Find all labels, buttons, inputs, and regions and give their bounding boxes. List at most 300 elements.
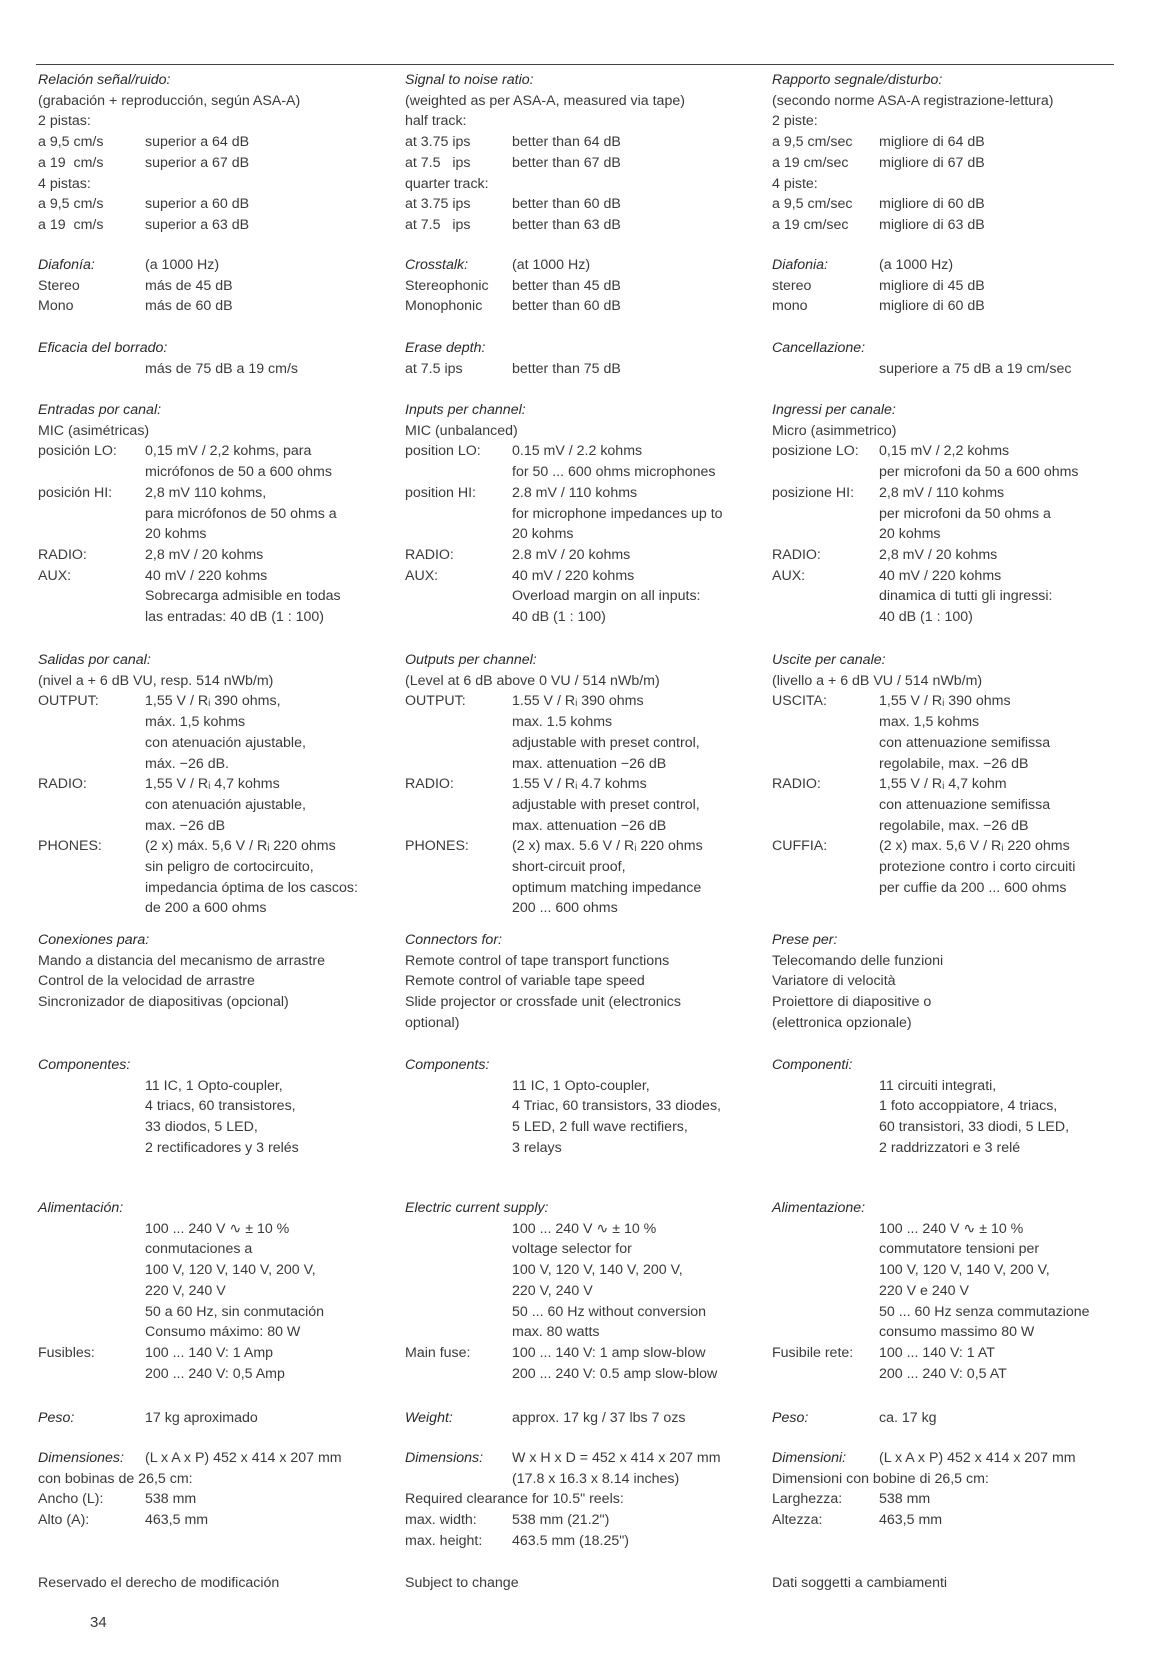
spec-row xyxy=(772,1322,1122,1343)
spec-value: max. 1.5 kohms xyxy=(512,714,613,731)
spec-label: a 9,5 cm/s xyxy=(38,196,104,213)
spec-value: 100 ... 140 V: 1 Amp xyxy=(145,1344,274,1361)
spec-row xyxy=(38,524,388,545)
spec-label xyxy=(405,504,512,525)
section-title: Cancellazione: xyxy=(772,340,866,356)
spec-value: sin peligro de cortocircuito, xyxy=(145,859,314,876)
spec-section xyxy=(772,255,1122,317)
spec-label: Larghezza: xyxy=(772,1491,843,1508)
spec-label: OUTPUT: xyxy=(405,693,466,710)
spec-label: RADIO: xyxy=(405,776,454,793)
spec-row xyxy=(405,215,755,236)
spec-label: posición LO: xyxy=(38,443,117,460)
spec-value: 538 mm xyxy=(145,1491,197,1508)
section-title: Componentes: xyxy=(38,1057,131,1073)
spec-value: 20 kohms xyxy=(879,526,941,543)
spec-label xyxy=(405,1239,512,1260)
spec-value: superior a 64 dB xyxy=(145,134,250,151)
spec-label xyxy=(38,462,145,483)
spec-value: 220 V, 240 V xyxy=(512,1282,593,1299)
spec-row xyxy=(772,691,1122,712)
spec-label xyxy=(772,1260,879,1281)
spec-label xyxy=(772,462,879,483)
spec-label xyxy=(405,1076,512,1097)
spec-label xyxy=(38,586,145,607)
spec-value: dinamica di tutti gli ingressi: xyxy=(879,588,1053,605)
spec-row xyxy=(38,1322,388,1343)
spec-label: Stereo xyxy=(38,277,80,294)
spec-row xyxy=(772,545,1122,566)
section-title: Inputs per channel: xyxy=(405,402,526,418)
spec-row xyxy=(772,462,1122,483)
spec-value: 0.15 mV / 2.2 kohms xyxy=(512,443,643,460)
spec-value: protezione contro i corto circuiti xyxy=(879,859,1076,876)
spec-line: Proiettore di diapositive o xyxy=(772,994,932,1011)
section-title: Peso: xyxy=(38,1410,75,1426)
spec-row xyxy=(38,586,388,607)
spec-value: 0,15 mV / 2,2 kohms, para xyxy=(145,443,312,460)
spec-value: 20 kohms xyxy=(145,526,207,543)
spec-row xyxy=(772,1219,1122,1240)
spec-row xyxy=(38,691,388,712)
spec-row xyxy=(405,712,755,733)
spec-row xyxy=(38,836,388,857)
section-title: Weight: xyxy=(405,1410,453,1426)
spec-row xyxy=(405,1364,755,1385)
spec-value: superior a 67 dB xyxy=(145,154,250,171)
spec-value: 40 dB (1 : 100) xyxy=(512,609,606,626)
spec-label xyxy=(772,1219,879,1240)
spec-row xyxy=(38,504,388,525)
spec-label xyxy=(405,1096,512,1117)
spec-row xyxy=(38,91,388,112)
spec-value: conmutaciones a xyxy=(145,1241,253,1258)
spec-label xyxy=(38,712,145,733)
spec-value: optimum matching impedance xyxy=(512,879,702,896)
spec-value: 40 mV / 220 kohms xyxy=(879,567,1002,584)
spec-label xyxy=(772,878,879,899)
section-heading-row xyxy=(772,1198,1122,1219)
spec-label xyxy=(38,857,145,878)
section-heading-row xyxy=(772,338,1122,359)
spec-value: 1,55 V / Rᵢ 4,7 kohms xyxy=(145,776,280,793)
spec-label: AUX: xyxy=(405,567,439,584)
spec-row xyxy=(405,1343,755,1364)
spec-label xyxy=(772,1322,879,1343)
section-title-value: ca. 17 kg xyxy=(879,1410,937,1426)
spec-value: 100 ... 240 V ∿ ± 10 % xyxy=(879,1220,1024,1237)
spec-row xyxy=(772,524,1122,545)
section-heading-row xyxy=(772,650,1122,671)
spec-row xyxy=(38,816,388,837)
spec-row xyxy=(405,774,755,795)
spec-value: 200 ... 600 ohms xyxy=(512,900,618,917)
spec-row xyxy=(772,1489,1122,1510)
spec-row xyxy=(772,878,1122,899)
section-title: Peso: xyxy=(772,1410,809,1426)
section-heading-row xyxy=(38,70,388,91)
spec-row xyxy=(38,1239,388,1260)
spec-line: Micro (asimmetrico) xyxy=(772,422,897,439)
spec-value: micrófonos de 50 a 600 ohms xyxy=(145,464,332,481)
spec-row xyxy=(38,774,388,795)
spec-label xyxy=(38,524,145,545)
spec-row xyxy=(772,1260,1122,1281)
spec-value: 220 V, 240 V xyxy=(145,1282,226,1299)
spec-section xyxy=(38,338,388,379)
spec-label: Monophonic xyxy=(405,298,483,315)
spec-row xyxy=(772,1343,1122,1364)
spec-section xyxy=(405,1055,755,1159)
spec-label xyxy=(772,1302,879,1323)
spec-row xyxy=(405,754,755,775)
spec-section xyxy=(38,1055,388,1159)
spec-value: regolabile, max. −26 dB xyxy=(879,755,1029,772)
spec-row xyxy=(405,545,755,566)
spec-value: las entradas: 40 dB (1 : 100) xyxy=(145,609,325,626)
spec-row xyxy=(772,586,1122,607)
spec-label: a 9,5 cm/sec xyxy=(772,196,853,213)
spec-row xyxy=(772,1013,1122,1034)
spec-row xyxy=(772,296,1122,317)
spec-label xyxy=(772,712,879,733)
spec-value: 11 circuiti integrati, xyxy=(879,1077,997,1094)
spec-label: PHONES: xyxy=(38,838,102,855)
spec-row xyxy=(772,566,1122,587)
footer-note-spanish: Reservado el derecho de modificación xyxy=(38,1575,280,1591)
spec-label: RADIO: xyxy=(38,546,87,563)
spec-value: con atenuación ajustable, xyxy=(145,734,306,751)
spec-row xyxy=(772,795,1122,816)
spec-row xyxy=(38,1489,388,1510)
spec-value: max. 1,5 kohms xyxy=(879,714,980,731)
spec-label xyxy=(405,1302,512,1323)
spec-label xyxy=(405,733,512,754)
spec-label: a 19 cm/s xyxy=(38,154,104,171)
spec-value: Sobrecarga admisible en todas xyxy=(145,588,341,605)
spec-value: Consumo máximo: 80 W xyxy=(145,1324,301,1341)
section-title-value: (a 1000 Hz) xyxy=(145,257,220,273)
section-title: Alimentación: xyxy=(38,1200,124,1216)
spec-value: better than 64 dB xyxy=(512,134,621,151)
spec-value: 100 V, 120 V, 140 V, 200 V, xyxy=(145,1262,316,1279)
spec-value: máx. 1,5 kohms xyxy=(145,714,246,731)
spec-label xyxy=(38,1364,145,1385)
spec-row xyxy=(38,1343,388,1364)
spec-row xyxy=(772,421,1122,442)
spec-label xyxy=(405,1281,512,1302)
spec-line: Control de la velocidad de arrastre xyxy=(38,973,255,990)
spec-row xyxy=(405,1013,755,1034)
spec-row xyxy=(38,971,388,992)
spec-value: voltage selector for xyxy=(512,1241,632,1258)
spec-row xyxy=(405,1239,755,1260)
spec-label xyxy=(38,1138,145,1159)
section-title: Componenti: xyxy=(772,1057,853,1073)
spec-label xyxy=(772,359,879,380)
spec-row xyxy=(405,607,755,628)
spec-row xyxy=(405,971,755,992)
spec-section xyxy=(405,650,755,919)
spec-label xyxy=(772,524,879,545)
section-title: Dimensioni: xyxy=(772,1450,847,1466)
section-title-value: 17 kg aproximado xyxy=(145,1410,258,1426)
spec-value: max. attenuation −26 dB xyxy=(512,755,667,772)
spec-row xyxy=(405,1281,755,1302)
spec-row xyxy=(38,1138,388,1159)
spec-row xyxy=(38,1117,388,1138)
spec-value: con attenuazione semifissa xyxy=(879,734,1051,751)
spec-row xyxy=(38,276,388,297)
spec-row xyxy=(772,607,1122,628)
section-heading-row xyxy=(405,1448,755,1469)
spec-row xyxy=(38,111,388,132)
spec-label xyxy=(405,1469,512,1490)
section-title: Components: xyxy=(405,1057,490,1073)
section-heading-row xyxy=(38,1408,388,1429)
section-heading-row xyxy=(405,400,755,421)
spec-value: 463,5 mm xyxy=(145,1512,209,1529)
spec-label: Main fuse: xyxy=(405,1344,471,1361)
section-title-value: approx. 17 kg / 37 lbs 7 ozs xyxy=(512,1410,686,1426)
spec-row xyxy=(38,607,388,628)
section-title: Relación señal/ruido: xyxy=(38,72,171,88)
spec-label xyxy=(38,1239,145,1260)
section-title: Alimentazione: xyxy=(772,1200,866,1216)
spec-label xyxy=(772,1138,879,1159)
spec-label xyxy=(772,1096,879,1117)
spec-row xyxy=(405,1219,755,1240)
spec-label xyxy=(772,857,879,878)
section-heading-row xyxy=(38,400,388,421)
spec-line: (elettronica opzionale) xyxy=(772,1014,912,1031)
spec-row xyxy=(38,754,388,775)
spec-section xyxy=(38,650,388,919)
spec-section xyxy=(38,1408,388,1429)
spec-label: RADIO: xyxy=(405,546,454,563)
spec-label xyxy=(405,898,512,919)
spec-row xyxy=(772,276,1122,297)
section-title: Ingressi per canale: xyxy=(772,402,896,418)
spec-value: (2 x) max. 5,6 V / Rᵢ 220 ohms xyxy=(879,838,1070,855)
spec-value: 50 ... 60 Hz without conversion xyxy=(512,1303,706,1320)
spec-value: for 50 ... 600 ohms microphones xyxy=(512,464,716,481)
spec-row xyxy=(38,359,388,380)
spec-row xyxy=(405,441,755,462)
spec-row xyxy=(405,1510,755,1531)
spec-value: commutatore tensioni per xyxy=(879,1241,1040,1258)
spec-label xyxy=(38,1096,145,1117)
spec-label xyxy=(38,504,145,525)
section-heading-row xyxy=(405,930,755,951)
spec-row xyxy=(38,795,388,816)
spec-section xyxy=(772,1055,1122,1159)
spec-label: max. height: xyxy=(405,1532,483,1549)
spec-value: (2 x) máx. 5,6 V / Rᵢ 220 ohms xyxy=(145,838,336,855)
spec-label xyxy=(38,754,145,775)
spec-label: Ancho (L): xyxy=(38,1491,104,1508)
spec-value: migliore di 67 dB xyxy=(879,154,985,171)
spec-row xyxy=(772,483,1122,504)
spec-label: AUX: xyxy=(38,567,72,584)
spec-label xyxy=(772,607,879,628)
spec-line: (nivel a + 6 dB VU, resp. 514 nWb/m) xyxy=(38,672,274,689)
spec-line: Remote control of tape transport functions xyxy=(405,952,670,969)
spec-row xyxy=(38,1219,388,1240)
spec-value: para micrófonos de 50 ohms a xyxy=(145,505,337,522)
section-heading-row xyxy=(38,255,388,276)
spec-row xyxy=(38,566,388,587)
spec-value: 100 ... 140 V: 1 amp slow-blow xyxy=(512,1344,706,1361)
spec-row xyxy=(38,1281,388,1302)
section-heading-row xyxy=(405,650,755,671)
spec-row xyxy=(405,504,755,525)
spec-row xyxy=(772,194,1122,215)
spec-value: 100 ... 240 V ∿ ± 10 % xyxy=(145,1220,290,1237)
section-title-value: (L x A x P) 452 x 414 x 207 mm xyxy=(145,1450,342,1466)
spec-section xyxy=(405,338,755,379)
spec-line: 2 piste: xyxy=(772,113,818,130)
spec-value: impedancia óptima de los cascos: xyxy=(145,879,358,896)
spec-value: superior a 60 dB xyxy=(145,196,250,213)
spec-value: short-circuit proof, xyxy=(512,859,626,876)
spec-section xyxy=(772,338,1122,379)
spec-row xyxy=(772,774,1122,795)
spec-row xyxy=(772,132,1122,153)
spec-row xyxy=(405,1117,755,1138)
section-title: Salidas por canal: xyxy=(38,652,151,668)
spec-value: regolabile, max. −26 dB xyxy=(879,817,1029,834)
spec-label xyxy=(772,504,879,525)
spec-line: Sincronizador de diapositivas (opcional) xyxy=(38,994,289,1011)
spec-value: más de 60 dB xyxy=(145,298,233,315)
spec-label: OUTPUT: xyxy=(38,693,99,710)
section-heading-row xyxy=(38,1198,388,1219)
spec-line: 4 piste: xyxy=(772,175,818,192)
spec-row xyxy=(38,483,388,504)
spec-value: for microphone impedances up to xyxy=(512,505,723,522)
spec-label: RADIO: xyxy=(772,776,821,793)
spec-label: PHONES: xyxy=(405,838,469,855)
spec-row xyxy=(405,1138,755,1159)
section-title: Prese per: xyxy=(772,932,838,948)
spec-value: better than 45 dB xyxy=(512,277,621,294)
spec-label: Altezza: xyxy=(772,1512,823,1529)
spec-row xyxy=(405,462,755,483)
spec-label xyxy=(38,733,145,754)
spec-value: 2 rectificadores y 3 relés xyxy=(145,1139,299,1156)
spec-label: RADIO: xyxy=(38,776,87,793)
spec-label: Stereophonic xyxy=(405,277,489,294)
spec-value: 2,8 mV / 20 kohms xyxy=(879,546,998,563)
section-title: Dimensiones: xyxy=(38,1450,124,1466)
spec-row xyxy=(405,132,755,153)
footer-note-english: Subject to change xyxy=(405,1575,519,1591)
spec-row xyxy=(772,712,1122,733)
spec-value: 5 LED, 2 full wave rectifiers, xyxy=(512,1119,688,1136)
spec-line: Telecomando delle funzioni xyxy=(772,952,944,969)
spec-row xyxy=(772,359,1122,380)
spec-row xyxy=(38,1260,388,1281)
spec-label xyxy=(772,816,879,837)
spec-row xyxy=(405,91,755,112)
spec-value: 100 V, 120 V, 140 V, 200 V, xyxy=(512,1262,683,1279)
spec-label xyxy=(772,754,879,775)
spec-row xyxy=(405,1076,755,1097)
spec-value: consumo massimo 80 W xyxy=(879,1324,1035,1341)
spec-value: 40 dB (1 : 100) xyxy=(879,609,973,626)
spec-label: a 19 cm/sec xyxy=(772,154,849,171)
section-title: Entradas por canal: xyxy=(38,402,162,418)
spec-section xyxy=(38,1448,388,1531)
section-heading-row xyxy=(772,400,1122,421)
spec-row xyxy=(38,712,388,733)
spec-value: (17.8 x 16.3 x 8.14 inches) xyxy=(512,1470,680,1487)
spec-row xyxy=(772,951,1122,972)
spec-value: better than 67 dB xyxy=(512,154,621,171)
spec-row xyxy=(38,1364,388,1385)
spec-section xyxy=(772,1448,1122,1531)
spec-row xyxy=(38,1096,388,1117)
spec-label xyxy=(38,1076,145,1097)
spec-row xyxy=(405,1260,755,1281)
page-number: 34 xyxy=(90,1614,107,1631)
spec-value: 50 a 60 Hz, sin conmutación xyxy=(145,1303,325,1320)
spec-label xyxy=(772,733,879,754)
spec-value: 0,15 mV / 2,2 kohms xyxy=(879,443,1010,460)
spec-row xyxy=(38,898,388,919)
spec-line: (weighted as per ASA-A, measured via tape) xyxy=(405,92,685,109)
spec-row xyxy=(772,857,1122,878)
spec-value: 1.55 V / Rᵢ 390 ohms xyxy=(512,693,644,710)
section-heading-row xyxy=(772,70,1122,91)
spec-value: superior a 63 dB xyxy=(145,216,250,233)
spec-label: posizione HI: xyxy=(772,484,855,501)
section-title-value: (at 1000 Hz) xyxy=(512,257,591,273)
spec-row xyxy=(772,153,1122,174)
spec-section xyxy=(772,930,1122,1034)
spec-value: de 200 a 600 ohms xyxy=(145,900,267,917)
spec-line: con bobinas de 26,5 cm: xyxy=(38,1470,193,1487)
spec-row xyxy=(38,215,388,236)
spec-row xyxy=(38,992,388,1013)
section-heading-row xyxy=(405,338,755,359)
spec-value: 60 transistori, 33 diodi, 5 LED, xyxy=(879,1119,1070,1136)
spec-label xyxy=(405,1322,512,1343)
spec-label: stereo xyxy=(772,277,812,294)
spec-label: Fusibile rete: xyxy=(772,1344,854,1361)
spec-value: 50 ... 60 Hz senza commutazione xyxy=(879,1303,1090,1320)
spec-row xyxy=(772,91,1122,112)
spec-label xyxy=(38,1281,145,1302)
spec-row xyxy=(405,296,755,317)
section-title: Connectors for: xyxy=(405,932,502,948)
spec-row xyxy=(405,1096,755,1117)
spec-label: at 7.5 ips xyxy=(405,360,463,377)
spec-row xyxy=(772,111,1122,132)
spec-label xyxy=(405,795,512,816)
spec-line: Variatore di velocità xyxy=(772,973,896,990)
spec-value: per microfoni da 50 ohms a xyxy=(879,505,1051,522)
spec-label xyxy=(772,795,879,816)
spec-label: Mono xyxy=(38,298,74,315)
spec-line: 4 pistas: xyxy=(38,175,91,192)
spec-value: 1.55 V / Rᵢ 4.7 kohms xyxy=(512,776,647,793)
spec-value: 11 IC, 1 Opto-coupler, xyxy=(512,1077,650,1094)
spec-value: 1,55 V / Rᵢ 4,7 kohm xyxy=(879,776,1007,793)
section-heading-row xyxy=(772,1055,1122,1076)
section-heading-row xyxy=(772,255,1122,276)
